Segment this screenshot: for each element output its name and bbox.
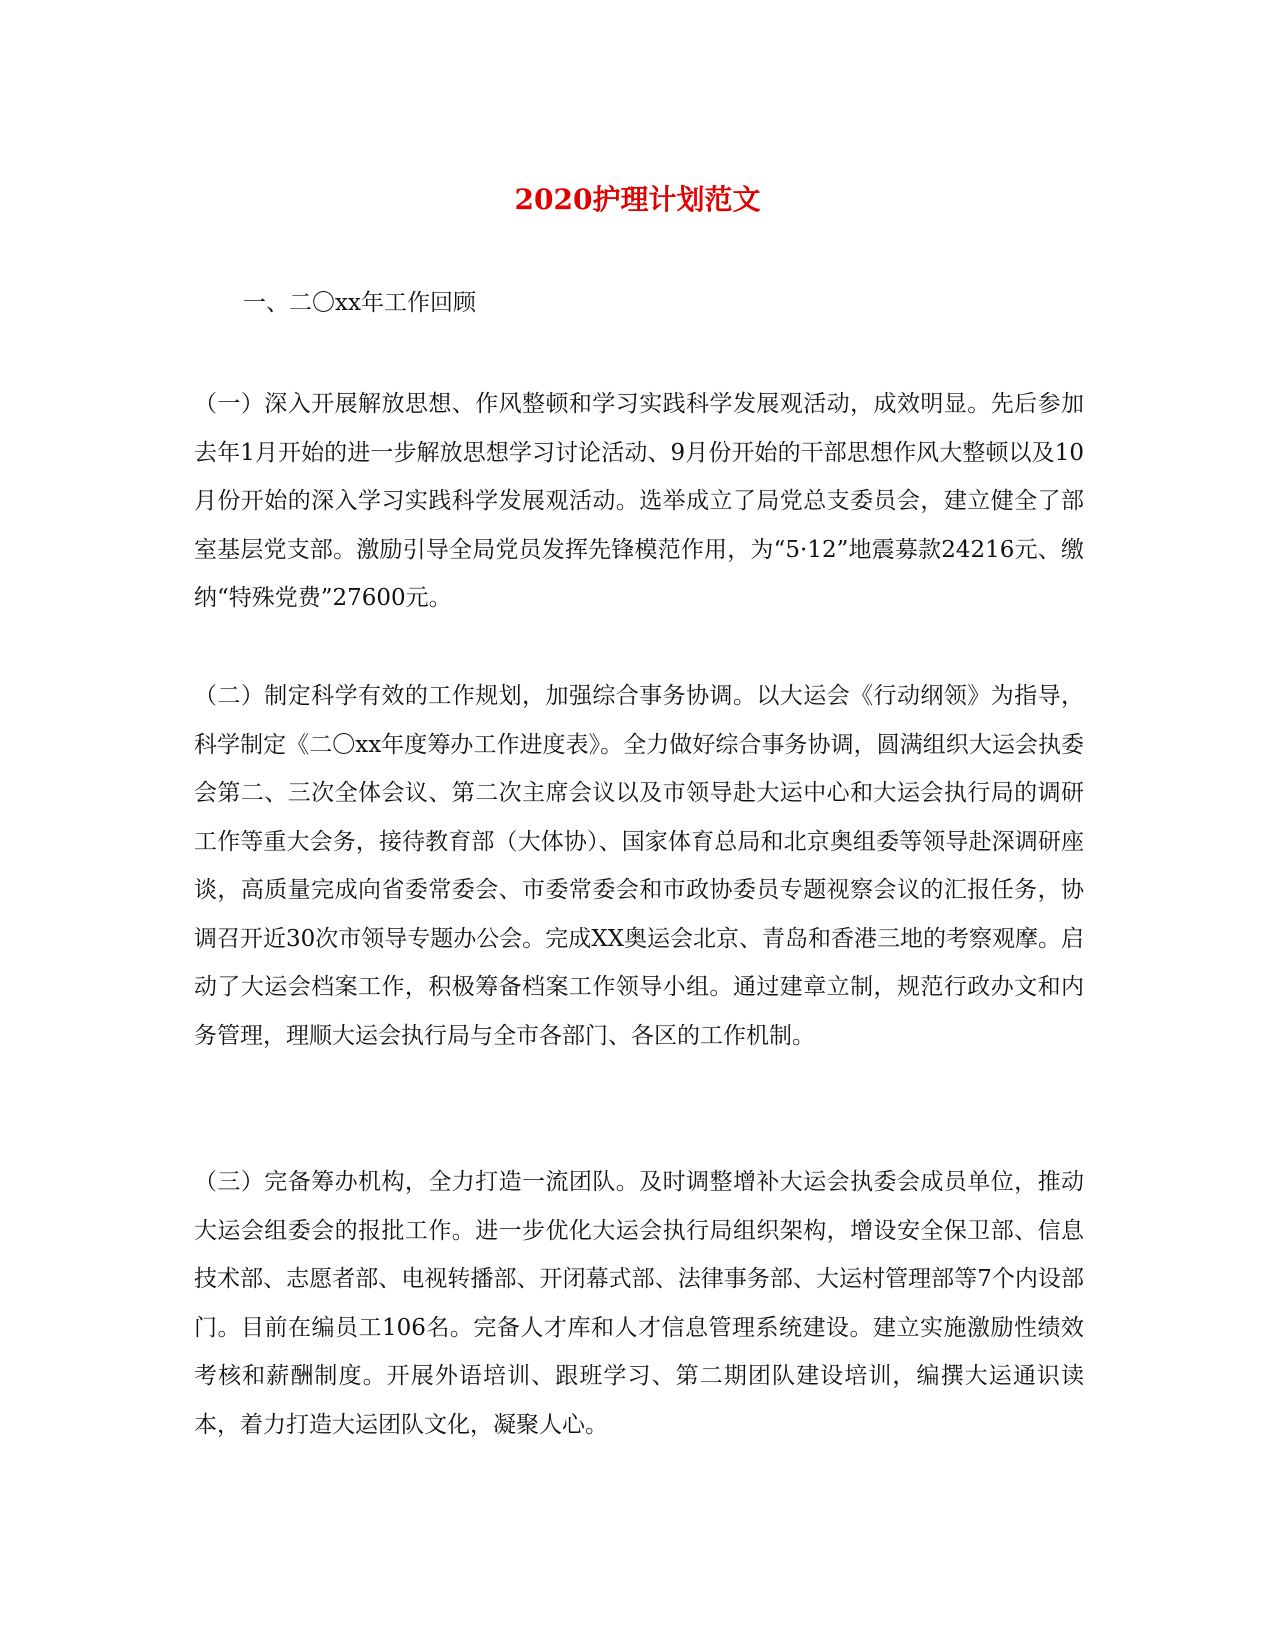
paragraph-3: （三）完备筹办机构，全力打造一流团队。及时调整增补大运会执委会成员单位，推动大运会组委会的报批工作。进一步优化大运会执行局组织架构，增设安全保卫部、信息技术部、志愿者部、电视转播部、开闭幕式部、法律事务部、大运村管理部等7个内设部门。目前在编员工106名。完备人才库和人才信息管理系统建设。建立实施激励性绩效考核和薪酬制度。开展外语培训、跟班学习、第二期团队建设培训，编撰大运通识读本，着力打造大运团队文化，凝聚人心。 (194, 1169, 1084, 1438)
section-heading: 一、二〇xx年工作回顾 (243, 290, 476, 316)
document-title: 2020护理计划范文 (514, 183, 761, 216)
paragraph-1: （一）深入开展解放思想、作风整顿和学习实践科学发展观活动，成效明显。先后参加去年1月开始的进一步解放思想学习讨论活动、9月份开始的干部思想作风大整顿以及10月份开始的深入学习实践科学发展观活动。选举成立了局党总支委员会，建立健全了部室基层党支部。激励引导全局党员发挥先锋模范作用，为“5·12”地震募款24216元、缴纳“特殊党费”27600元。 (194, 391, 1084, 611)
paragraph-2: （二）制定科学有效的工作规划，加强综合事务协调。以大运会《行动纲领》为指导，科学制定《二〇xx年度筹办工作进度表》。全力做好综合事务协调，圆满组织大运会执委会第二、三次全体会议、第二次主席会议以及市领导赴大运中心和大运会执行局的调研工作等重大会务，接待教育部（大体协）、国家体育总局和北京奥组委等领导赴深调研座谈，高质量完成向省委常委会、市委常委会和市政协委员专题视察会议的汇报任务，协调召开近30次市领导专题办公会。完成XX奥运会北京、青岛和香港三地的考察观摩。启动了大运会档案工作，积极筹备档案工作领导小组。通过建章立制，规范行政办文和内务管理，理顺大运会执行局与全市各部门、各区的工作机制。 (194, 683, 1085, 1049)
